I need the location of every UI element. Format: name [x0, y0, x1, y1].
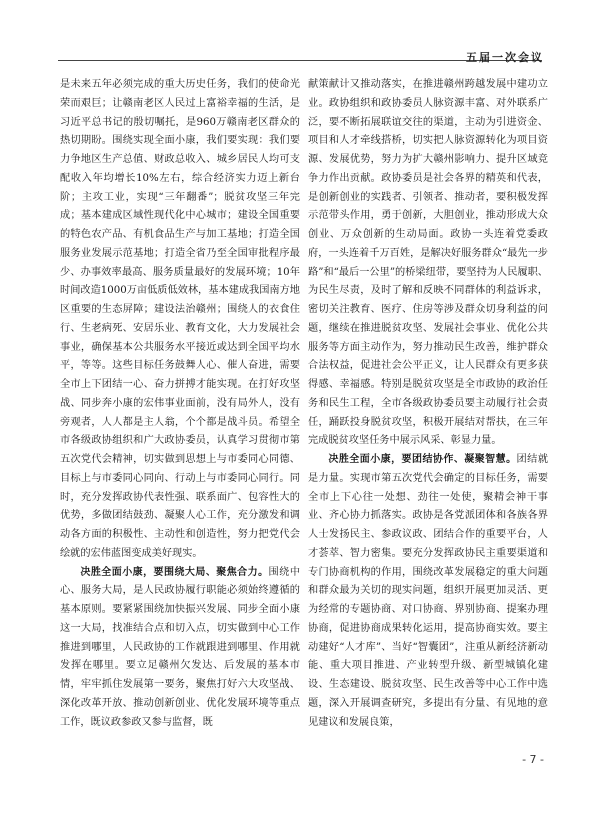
paragraph-text: 团结就是力量。实现市第五次党代会确定的目标任务，需要全市上下心往一处想、劲往一处使，聚精会神干事业、齐心协力抓落实。政协是各党派团体和各族各界人士发扬民主、参政议政、团结合作的重要平台，人才荟萃、智力密集。要充分发挥政协民主重要渠道和专门协商机构的作用，围绕改革发展稳定的重大问题和群众最为关切的现实问题，组织开展更加灵活、更为经常的专题协商、对口协商、界别协商、提案办理协商，促进协商成果转化运用，提高协商实效。要主动建好“人才库”、当好“智囊团”，注重从新经济新动能、重大项目推进、产业转型升级、新型城镇化建设、生态建设、脱贫攻坚、民生改善等中心工作中选题，深入开展调查研究，多提出有分量、有见地的意见建议和发展良策， — [308, 454, 549, 728]
paragraph — [308, 76, 548, 451]
paragraph-heading: 决胜全面小康，要团结协作、凝聚智慧。 — [328, 454, 517, 465]
left-column — [60, 76, 300, 732]
paragraph-text: 献策献计又推动落实，在推进赣州跨越发展中建功立业。政协组织和政协委员人脉资源丰富、对外联系广泛，要不断拓展联谊交往的渠道，主动为引进资金、项目和人才牵线搭桥，切实把人脉资源转化为项目资源、发展优势，努力为扩大赣州影响力、提升区域竞争力作出贡献。政协委员是社会各界的精英和代表，是创新创业的实践者、引领者、推动者，要积极发挥示范带头作用，勇于创新，大胆创业，推动形成大众创业、万众创新的生动局面。政协一头连着党委政府，一头连着千万百姓，是解决好服务群众“最先一步路”和“最后一公里”的桥梁纽带，要坚持为人民履职、为民生尽责，及时了解和反映不同群体的利益诉求，密切关注教育、医疗、住房等涉及群众切身利益的问题，继续在推进脱贫攻坚、发展社会事业、优化公共服务等方面主动作为，努力推动民生改善，维护群众合法权益，促进社会公平正义，让人民群众有更多获得感、幸福感。特别是脱贫攻坚是全市政协的政治任务和民生工程，全市各级政协委员要主动履行社会责任，踊跃投身脱贫攻坚，积极开展结对帮扶，在三年完成脱贫攻坚任务中展示风采、彰显力量。 — [308, 79, 548, 447]
paragraph — [308, 451, 548, 732]
paragraph — [60, 564, 300, 733]
paragraph-text: 围绕中心、服务大局，是人民政协履行职能必须始终遵循的基本原则。要紧紧围绕加快振兴发展、同步全面小康这一大局，找准结合点和切入点，切实做到中心工作推进到哪里，人民政协的工作就跟进到哪里、作用就发挥在哪里。要立足赣州欠发达、后发展的基本市情，牢牢抓住发展第一要务，聚焦打好六大攻坚战、深化改革开放、推动创新创业、优化发展环境等重点工作，既议政参政又参与监督，既 — [60, 566, 301, 728]
paragraph-text: 是未来五年必须完成的重大历史任务，我们的使命光荣而艰巨；让赣南老区人民过上富裕幸福的生活，是习近平总书记的殷切嘱托，是960万赣南老区群众的热切期盼。围绕实现全面小康，我们要实现：我们要力争地区生产总值、财政总收入、城乡居民人均可支配收入年均增长10%左右，综合经济实力迈上新台阶；主攻工业，实现“三年翻番”；脱贫攻坚三年完成；基本建成区域性现代化中心城市；建设全国重要的特色农产品、有机食品生产与加工基地；打造全国服务业发展示范基地；打造全省乃至全国审批程序最少、办事效率最高、服务质量最好的发展环境；10年时间改造1000万亩低质低效林，基本建成我国南方地区重要的生态屏障；建设法治赣州；围绕人的衣食住行、生老病死、安居乐业、教育文化，大力发展社会事业，确保基本公共服务水平接近或达到全国平均水平，等等。这些目标任务鼓舞人心、催人奋进，需要全市上下团结一心、奋力拼搏才能实现。在打好攻坚战、同步奔小康的宏伟事业面前，没有局外人，没有旁观者，人人都是主人翁，个个都是战斗员。希望全市各级政协组织和广大政协委员，认真学习贯彻市第五次党代会精神，切实做到思想上与市委同心同德、目标上与市委同心同向、行动上与市委同心同行。同时，充分发挥政协代表性强、联系面广、包容性大的优势，多做团结鼓劲、凝聚人心工作，充分激发和调动各方面的积极性、主动性和创造性，努力把党代会绘就的宏伟蓝图变成美好现实。 — [60, 79, 300, 559]
header-title: 五届一次会议 — [466, 51, 544, 64]
page-number: - 7 - — [522, 753, 544, 766]
right-column — [308, 76, 548, 732]
page-header — [0, 0, 600, 62]
paragraph-heading: 决胜全面小康，要围绕大局、聚焦合力。 — [80, 566, 269, 578]
paragraph — [60, 76, 300, 564]
